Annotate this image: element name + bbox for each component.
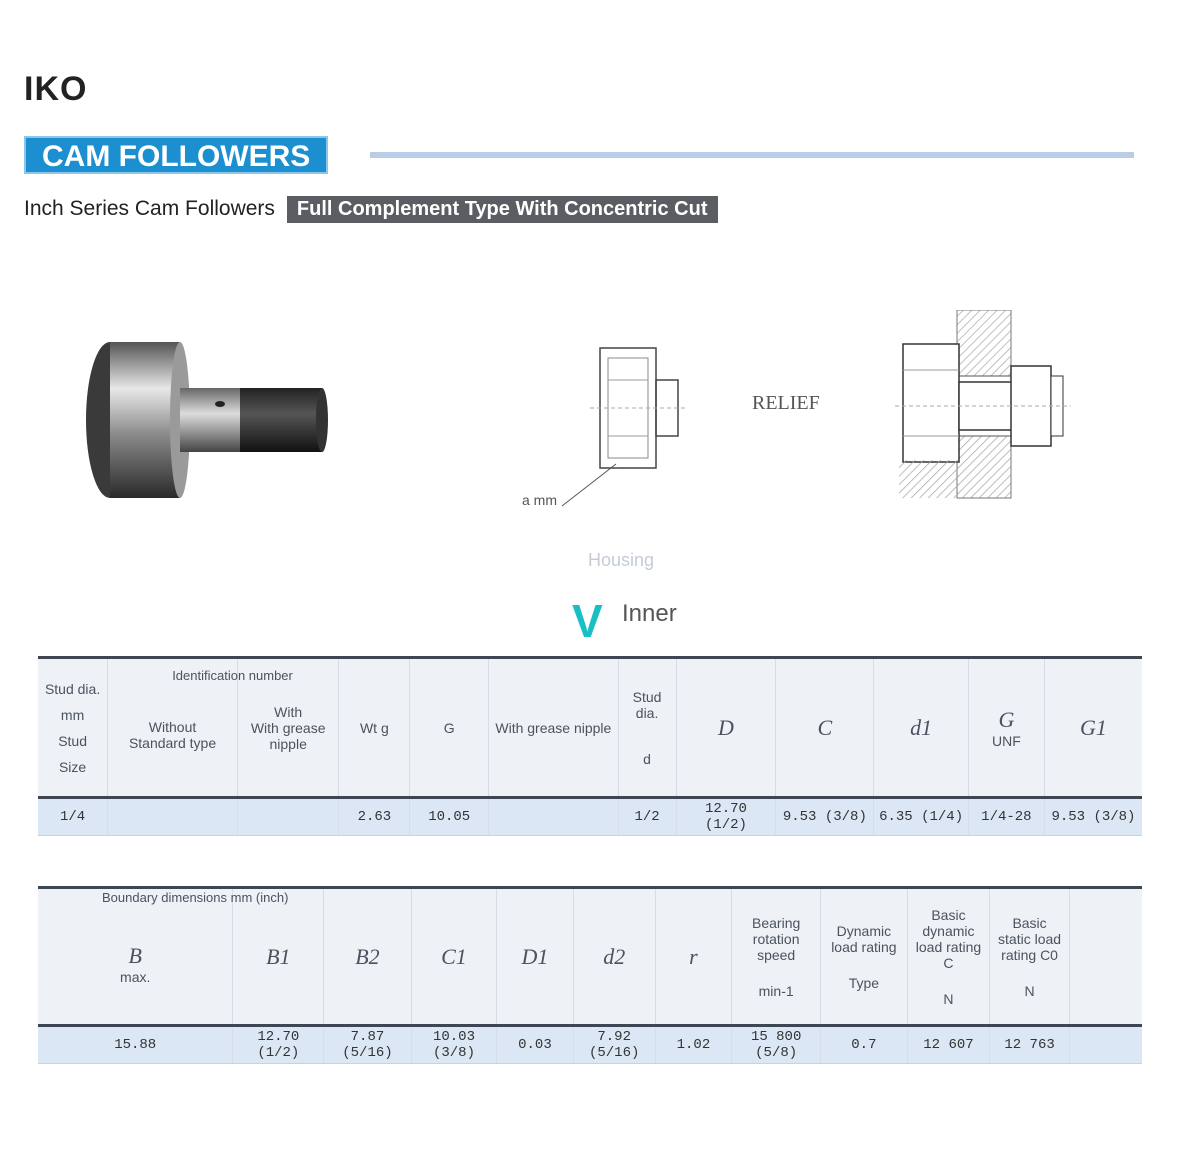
cell: 7.87 (5/16) bbox=[324, 1026, 411, 1064]
subtitle-row bbox=[24, 194, 718, 224]
head-speed: Bearing rotation speed bbox=[752, 914, 801, 963]
leader-line bbox=[560, 460, 620, 510]
col-d bbox=[618, 658, 676, 798]
unit-n-2: N bbox=[1024, 982, 1035, 999]
diagram-label: RELIEF bbox=[752, 392, 820, 414]
head-basic-dyn: Basic dynamic load rating C bbox=[915, 906, 982, 971]
cell: 1/2 bbox=[618, 798, 676, 836]
sym-C1: C1 bbox=[411, 888, 497, 1026]
cell: 10.03 (3/8) bbox=[411, 1026, 497, 1064]
unit-n-1: N bbox=[943, 990, 954, 1007]
col-stud-sub-2: Size bbox=[58, 758, 87, 775]
subtitle-tag: Full Complement Type With Concentric Cut bbox=[287, 196, 718, 223]
spec-table-1 bbox=[38, 656, 1142, 836]
col-speed bbox=[732, 888, 821, 1026]
brand-logo: IKO bbox=[24, 70, 88, 108]
faint-caption: Housing bbox=[588, 550, 655, 570]
page-title: CAM FOLLOWERS bbox=[24, 136, 328, 174]
sub-head-stud: Stud dia. bbox=[632, 688, 662, 721]
cell: 7.92 (5/16) bbox=[573, 1026, 655, 1064]
cell: 9.53 (3/8) bbox=[776, 798, 874, 836]
col-thread-g bbox=[968, 658, 1044, 798]
head-dynamic: Dynamic load rating bbox=[831, 922, 897, 955]
col-stud-sub-0: mm bbox=[60, 706, 85, 723]
spec-table-2 bbox=[38, 886, 1142, 1064]
cam-follower-photo bbox=[80, 330, 340, 510]
col-blank bbox=[1069, 888, 1142, 1026]
sym-D1: D1 bbox=[497, 888, 573, 1026]
sub-head-standard: Standard type bbox=[128, 735, 217, 751]
table-row bbox=[38, 1026, 1142, 1064]
title-band bbox=[24, 136, 1134, 176]
cell: 15 800 (5/8) bbox=[732, 1026, 821, 1064]
col-g bbox=[410, 658, 489, 798]
cell: 12.70 (1/2) bbox=[233, 1026, 324, 1064]
table-row bbox=[38, 798, 1142, 836]
cell: 12 607 bbox=[907, 1026, 990, 1064]
sym-B2: B2 bbox=[324, 888, 411, 1026]
cell: 15.88 bbox=[38, 1026, 233, 1064]
group-header: Identification number bbox=[172, 668, 293, 683]
cell: 2.63 bbox=[339, 798, 410, 836]
col-static-2 bbox=[990, 888, 1069, 1026]
cell: 10.05 bbox=[410, 798, 489, 836]
subtitle: Inch Series Cam Followers bbox=[24, 197, 275, 220]
unit-speed: min-1 bbox=[758, 982, 794, 999]
leader-label: a mm bbox=[522, 492, 557, 508]
cell: 12 763 bbox=[990, 1026, 1069, 1064]
col-dynamic bbox=[821, 888, 907, 1026]
sub-head-grease-2: With grease nipple bbox=[495, 719, 612, 736]
col-wt bbox=[339, 658, 410, 798]
v-marker-icon: V bbox=[572, 595, 603, 647]
head-basic-static: Basic static load rating C0 bbox=[998, 914, 1062, 963]
cell: 0.03 bbox=[497, 1026, 573, 1064]
cell bbox=[489, 798, 618, 836]
sym-D: D bbox=[676, 658, 776, 798]
unit-type: Type bbox=[848, 974, 880, 991]
cell: 1/4-28 bbox=[968, 798, 1044, 836]
sub-head-g: G bbox=[443, 719, 455, 736]
cross-section-drawing bbox=[590, 340, 690, 480]
sym-G: G bbox=[998, 706, 1015, 732]
group-sub-with: With bbox=[274, 703, 303, 720]
sym-G-sub: UNF bbox=[992, 732, 1021, 749]
v-label: Inner bbox=[622, 600, 677, 627]
mounting-drawing bbox=[895, 310, 1075, 505]
sym-B1: B1 bbox=[233, 888, 324, 1026]
col-stud-sub-1: Stud bbox=[58, 732, 87, 749]
cell: 1/4 bbox=[38, 798, 108, 836]
cell: 1.02 bbox=[655, 1026, 731, 1064]
cell: 9.53 (3/8) bbox=[1044, 798, 1142, 836]
sym-G1: G1 bbox=[1044, 658, 1142, 798]
cell: 12.70 (1/2) bbox=[676, 798, 776, 836]
cell bbox=[108, 798, 238, 836]
cell bbox=[237, 798, 339, 836]
sub-head-d: d bbox=[643, 750, 651, 767]
sym-r: r bbox=[655, 888, 731, 1026]
sub-head-grease: With grease nipple bbox=[250, 719, 326, 752]
sym-d2: d2 bbox=[573, 888, 655, 1026]
sym-C: C bbox=[776, 658, 874, 798]
group-header-2-unit: mm (inch) bbox=[230, 890, 289, 905]
cell bbox=[1069, 1026, 1142, 1064]
col-static bbox=[907, 888, 990, 1026]
group-header-2 bbox=[102, 890, 288, 905]
group-sub-without: Without bbox=[148, 719, 197, 735]
sym-B-sub: max. bbox=[120, 969, 151, 985]
col-stud-dia bbox=[38, 658, 108, 798]
sym-d1: d1 bbox=[874, 658, 969, 798]
title-rule bbox=[370, 152, 1134, 158]
col-grease-nipple-2 bbox=[489, 658, 618, 798]
col-stud-dia-label: Stud dia. bbox=[44, 680, 101, 697]
sub-head-wt: Wt g bbox=[359, 719, 389, 736]
cell: 0.7 bbox=[821, 1026, 907, 1064]
group-header-2-label: Boundary dimensions bbox=[102, 890, 228, 905]
cell: 6.35 (1/4) bbox=[874, 798, 969, 836]
sym-B: B bbox=[128, 943, 142, 968]
